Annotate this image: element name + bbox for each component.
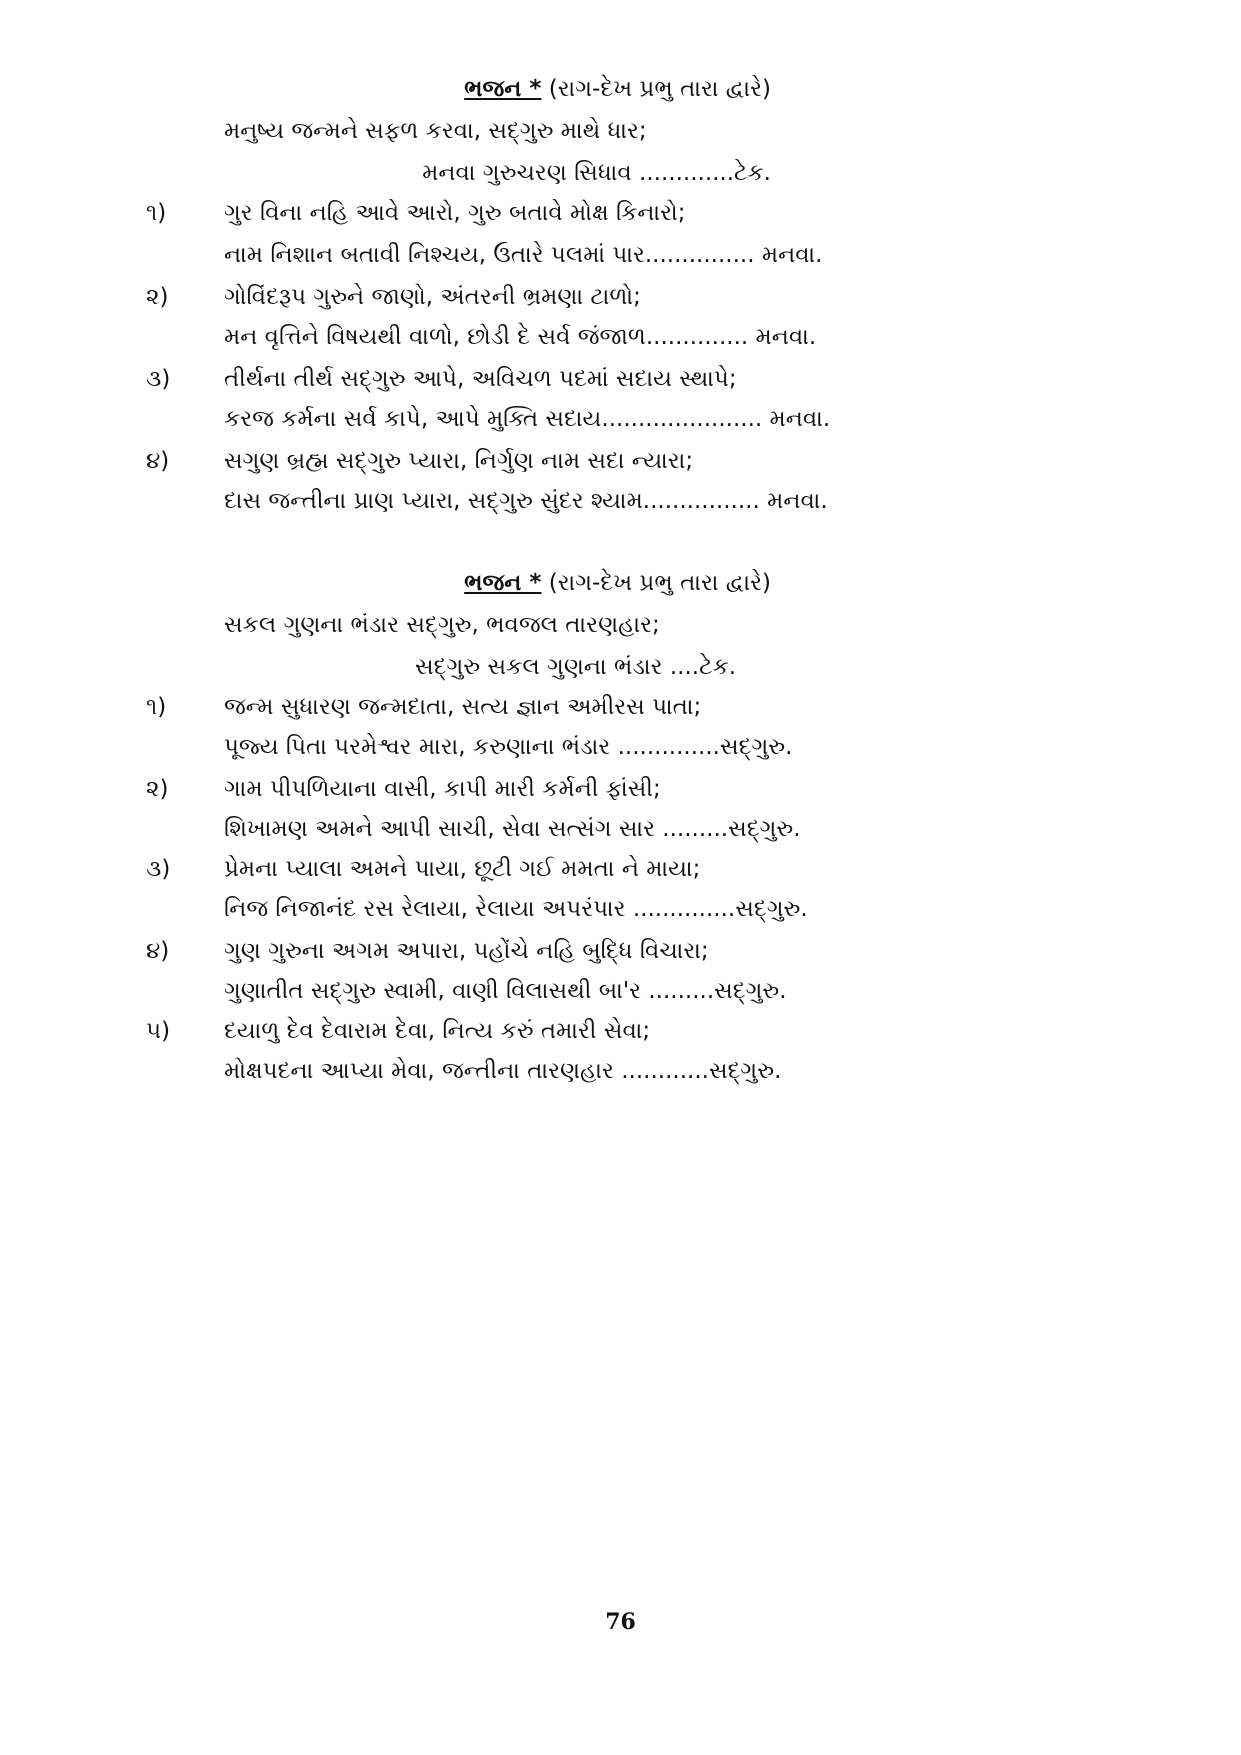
page-number: 76 [605, 1609, 636, 1635]
bhajan-2-heading [464, 570, 771, 596]
verse-line: પ્રેમના પ્યાલા અમને પાયા, છૂટી ગઈ મમતા ને માયા; [224, 856, 701, 882]
verse-number: ૧) [146, 694, 167, 720]
verse-line: દયાળુ દેવ દેવારામ દેવા, નિત્ય કરું તમારી સેવા; [224, 1018, 651, 1044]
verse-number: ૪) [146, 448, 170, 474]
verse-number: ૧) [146, 200, 167, 226]
bhajan-1-heading [464, 76, 771, 102]
verse-line: મોક્ષપદના આપ્યા મેવા, જન્તીના તારણહાર ............સદ્‌ગુરુ. [224, 1058, 782, 1084]
verse-number: ૩) [146, 366, 171, 392]
verse-line: સગુણ બ્રહ્મ સદ્‌ગુરુ પ્યારા, નિર્ગુણ નામ સદા ન્યારા; [224, 448, 694, 474]
bhajan-1-opening: મનુષ્ય જન્મને સફળ કરવા, સદ્‌ગુરુ માથે ધાર; [224, 118, 647, 144]
verse-number: ૩) [146, 856, 171, 882]
verse-line: ગુર વિના નહિ આવે આરો, ગુરુ બતાવે મોક્ષ કિનારો; [224, 200, 686, 226]
verse-line: કરજ કર્મના સર્વ કાપે, આપે મુક્તિ સદાય...................... મનવા. [224, 406, 831, 432]
verse-line: ગુણ ગુરુના અગમ અપારા, પહોંચે નહિ બુદ્ધિ વિચારા; [224, 938, 709, 964]
bhajan-2-opening: સકલ ગુણના ભંડાર સદ્‌ગુરુ, ભવજલ તારણહાર; [224, 612, 660, 638]
verse-number: ૨) [146, 776, 169, 802]
verse-line: તીર્થના તીર્થ સદ્‌ગુરુ આપે, અવિચળ પદમાં સદાય સ્થાપે; [224, 366, 737, 392]
verse-number: ૨) [146, 284, 169, 310]
bhajan-2-title: ભજન * [464, 570, 542, 596]
verse-line: દાસ જન્તીના પ્રાણ પ્યારા, સદ્‌ગુરુ સુંદર શ્યામ................ મનવા. [224, 488, 828, 514]
bhajan-1-refrain: મનવા ગુરુચરણ સિધાવ .............ટેક. [422, 160, 771, 186]
verse-number: ૪) [146, 938, 170, 964]
bhajan-2-refrain: સદ્‌ગુરુ સકલ ગુણના ભંડાર ....ટેક. [415, 654, 736, 680]
verse-number: ૫) [146, 1018, 171, 1044]
verse-line: ગુણાતીત સદ્‌ગુરુ સ્વામી, વાણી વિલાસથી બા'ર .........સદ્‌ગુરુ. [224, 978, 787, 1004]
verse-line: મન વૃત્તિને વિષયથી વાળો, છોડી દે સર્વ જંજાળ.............. મનવા. [224, 324, 817, 350]
bhajan-2-raag: (રાગ-દેખ પ્રભુ તારા દ્વારે) [548, 570, 771, 596]
verse-line: ગોવિંદરૂપ ગુરુને જાણો, અંતરની ભ્રમણા ટાળો; [224, 284, 641, 310]
verse-line: પૂજ્ય પિતા પરમેશ્વર મારા, કરુણાના ભંડાર ..............સદ્‌ગુરુ. [224, 734, 793, 760]
verse-line: જન્મ સુધારણ જન્મદાતા, સત્ય જ્ઞાન અમીરસ પાતા; [224, 694, 702, 720]
bhajan-1-raag: (રાગ-દેખ પ્રભુ તારા દ્વારે) [548, 76, 771, 102]
verse-line: નિજ નિજાનંદ રસ રેલાયા, રેલાયા અપરંપાર ..............સદ્‌ગુરુ. [224, 896, 808, 922]
bhajan-1-title: ભજન * [464, 76, 542, 102]
verse-line: ગામ પીપળિયાના વાસી, કાપી મારી કર્મની ફાંસી; [224, 776, 661, 802]
verse-line: શિખામણ અમને આપી સાચી, સેવા સત્સંગ સાર .........સદ્‌ગુરુ. [224, 816, 801, 842]
verse-line: નામ નિશાન બતાવી નિશ્ચય, ઉતારે પલમાં પાર............... મનવા. [224, 242, 823, 268]
